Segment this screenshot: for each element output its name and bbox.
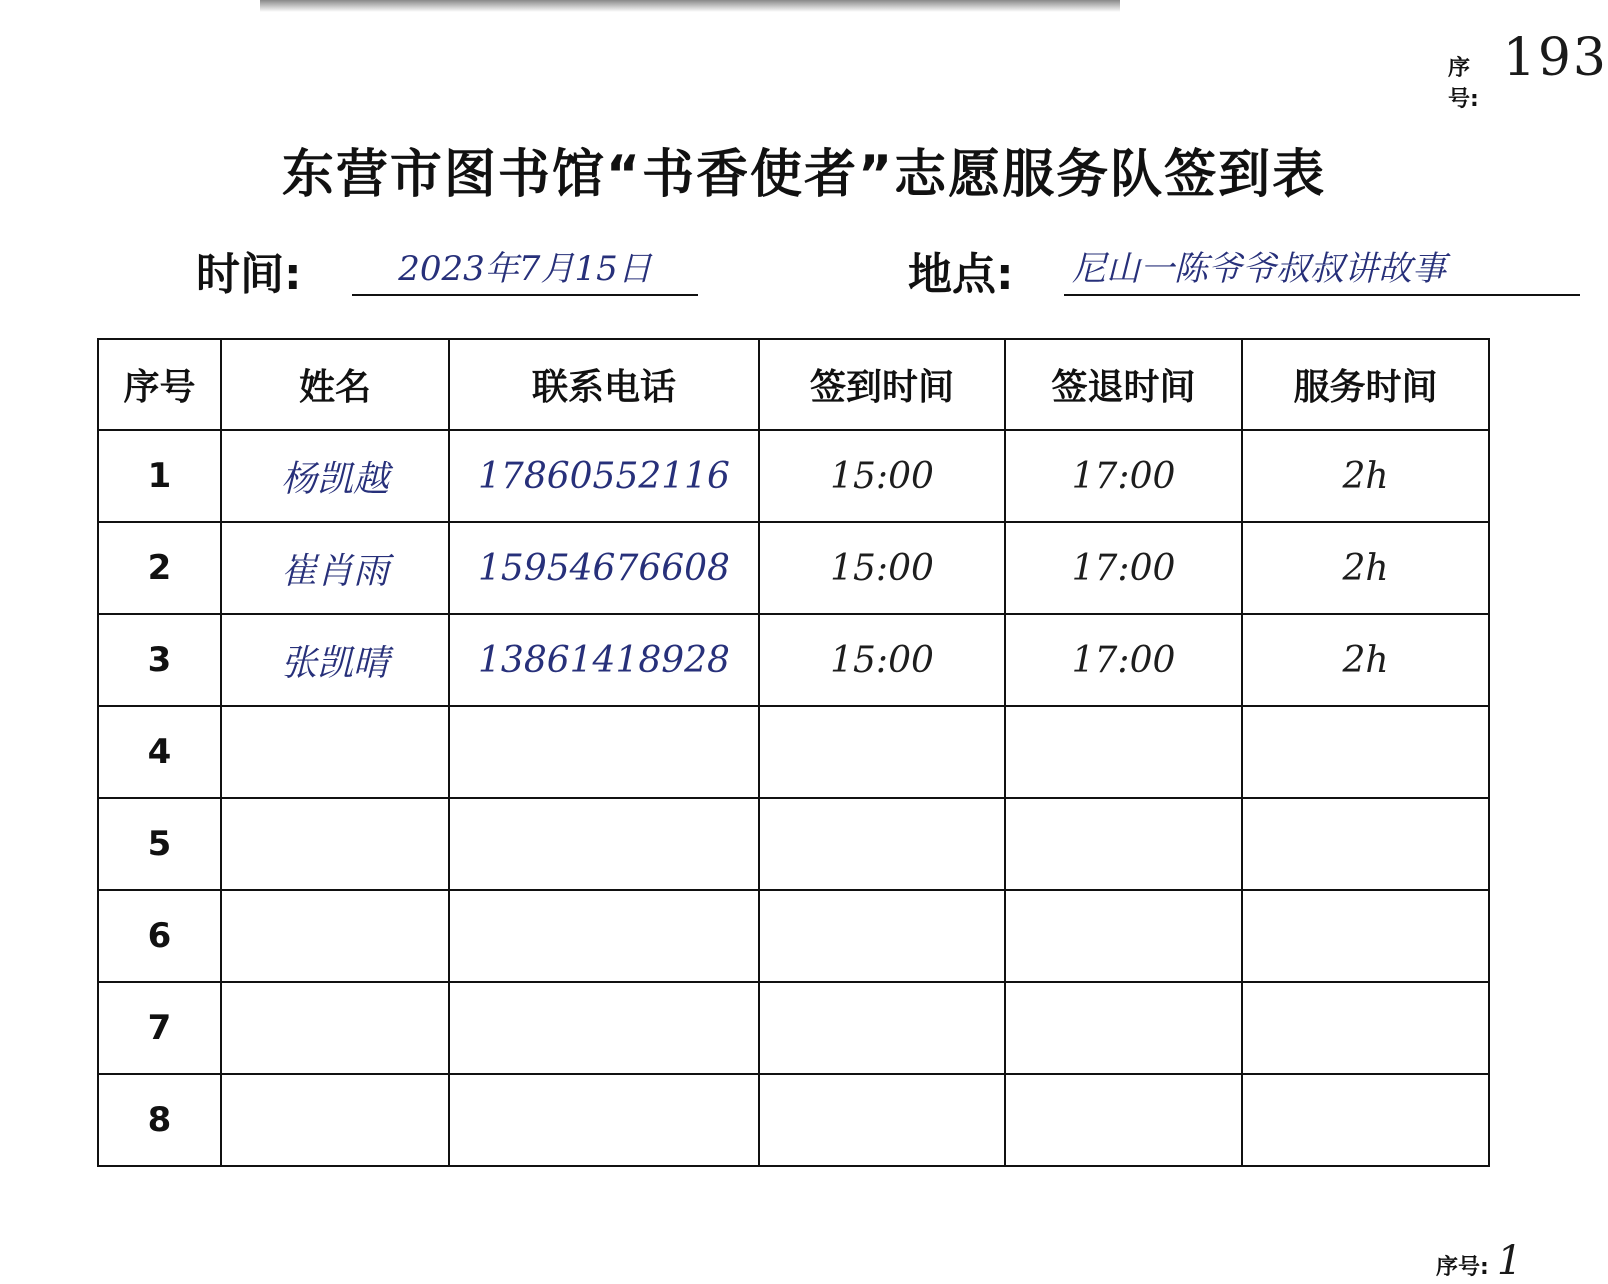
- sign-in-time: 15:00: [759, 614, 1005, 706]
- header-phone: 联系电话: [449, 339, 759, 430]
- phone-number: 15954676608: [449, 522, 759, 614]
- sign-out-time: [1005, 982, 1242, 1074]
- phone-number: [449, 706, 759, 798]
- service-hours: [1242, 706, 1489, 798]
- row-number: 7: [98, 982, 221, 1074]
- table-row: [98, 430, 1489, 522]
- service-hours: [1242, 982, 1489, 1074]
- phone-number: 13861418928: [449, 614, 759, 706]
- service-hours: 2h: [1242, 430, 1489, 522]
- phone-number: [449, 890, 759, 982]
- phone-number: 17860552116: [449, 430, 759, 522]
- header-serial: 序号: [98, 339, 221, 430]
- serial-value: 193: [1502, 28, 1608, 88]
- volunteer-name: 杨凯越: [221, 430, 449, 522]
- sign-out-time: 17:00: [1005, 522, 1242, 614]
- place-label: 地点:: [908, 249, 1014, 300]
- form-title: 东营市图书馆“书香使者”志愿服务队签到表: [281, 145, 1327, 205]
- row-number: 4: [98, 706, 221, 798]
- phone-number: [449, 982, 759, 1074]
- place-value: 尼山一陈爷爷叔叔讲故事: [1064, 244, 1580, 296]
- row-number: 1: [98, 430, 221, 522]
- table-row: [98, 982, 1489, 1074]
- header-service-time: 服务时间: [1242, 339, 1489, 430]
- sign-out-time: [1005, 890, 1242, 982]
- service-hours: [1242, 798, 1489, 890]
- row-number: 8: [98, 1074, 221, 1166]
- sign-in-time: [759, 1074, 1005, 1166]
- service-hours: 2h: [1242, 522, 1489, 614]
- table-row: [98, 522, 1489, 614]
- table-row: [98, 614, 1489, 706]
- sign-out-time: 17:00: [1005, 430, 1242, 522]
- sign-in-time: 15:00: [759, 430, 1005, 522]
- table-row: [98, 706, 1489, 798]
- sign-out-time: [1005, 798, 1242, 890]
- sign-in-time: [759, 982, 1005, 1074]
- serial-number-bottom: [1436, 1238, 1522, 1284]
- header-row: [98, 339, 1489, 430]
- volunteer-name: [221, 706, 449, 798]
- header-name: 姓名: [221, 339, 449, 430]
- serial-number-top: [1448, 28, 1608, 113]
- header-sign-in-time: 签到时间: [759, 339, 1005, 430]
- sign-out-time: [1005, 706, 1242, 798]
- volunteer-name: 张凯晴: [221, 614, 449, 706]
- service-hours: [1242, 890, 1489, 982]
- phone-number: [449, 1074, 759, 1166]
- serial-value: 1: [1496, 1238, 1523, 1284]
- volunteer-name: [221, 1074, 449, 1166]
- sign-out-time: 17:00: [1005, 614, 1242, 706]
- sign-out-time: [1005, 1074, 1242, 1166]
- table-row: [98, 798, 1489, 890]
- time-label: 时间:: [196, 249, 302, 300]
- row-number: 2: [98, 522, 221, 614]
- header-sign-out-time: 签退时间: [1005, 339, 1242, 430]
- table-row: [98, 890, 1489, 982]
- volunteer-name: [221, 982, 449, 1074]
- row-number: 3: [98, 614, 221, 706]
- sign-in-time: 15:00: [759, 522, 1005, 614]
- time-value: 2023年7月15日: [352, 244, 698, 296]
- phone-number: [449, 798, 759, 890]
- row-number: 5: [98, 798, 221, 890]
- service-hours: 2h: [1242, 614, 1489, 706]
- sign-in-time: [759, 890, 1005, 982]
- signin-table: [97, 338, 1490, 1167]
- row-number: 6: [98, 890, 221, 982]
- scan-edge-artifact: [260, 0, 1120, 12]
- sign-in-time: [759, 706, 1005, 798]
- serial-label: 序号:: [1448, 56, 1479, 112]
- sign-in-time: [759, 798, 1005, 890]
- volunteer-name: 崔肖雨: [221, 522, 449, 614]
- service-hours: [1242, 1074, 1489, 1166]
- serial-label: 序号:: [1436, 1255, 1489, 1280]
- volunteer-name: [221, 890, 449, 982]
- volunteer-name: [221, 798, 449, 890]
- table-row: [98, 1074, 1489, 1166]
